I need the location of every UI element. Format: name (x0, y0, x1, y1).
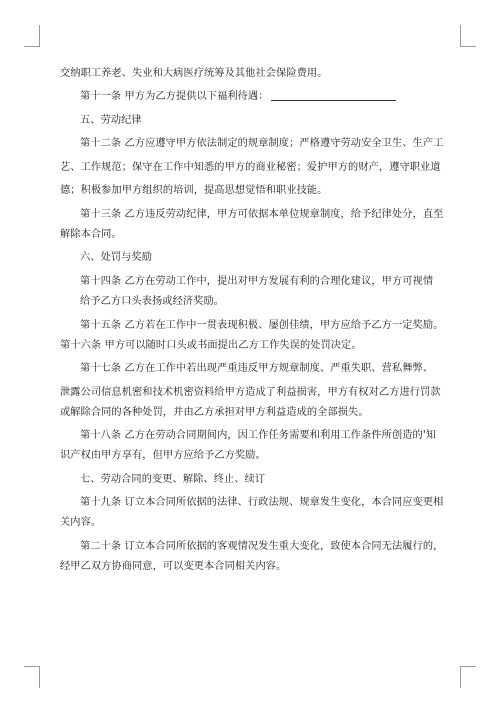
text-line-content: 第十三条 乙方违反劳动纪律，甲方可依据本单位规章制度，给予纪律处分，直至 (80, 208, 444, 220)
text-line-content: 解除本合同。 (60, 229, 122, 240)
text-line-content: 第二十条 订立本合同所依据的客观情况发生重大变化，致使本合同无法履行的， (80, 540, 444, 552)
text-line (60, 426, 450, 446)
text-line (60, 158, 450, 178)
text-line (60, 470, 450, 490)
crop-mark-bottom-right (460, 666, 461, 688)
text-line-content: 给予乙方口头表扬或经济奖励。 (80, 296, 225, 308)
text-line-content: 七、劳动合同的变更、解除、终止、续订 (80, 473, 266, 485)
text-line-content: 或解除合同的各种处罚，并由乙方承担对甲方利益造成的全部损失。 (60, 406, 369, 418)
text-line-content: 关内容。 (60, 517, 102, 529)
text-line-content: 第十八条 乙方在劳动合同期间内，因工作任务需要和利用工作条件所创造的'知 (80, 430, 437, 442)
crop-mark-top-left (39, 25, 40, 47)
fill-in-blank (271, 89, 396, 101)
text-line (60, 493, 450, 513)
text-line (60, 205, 450, 225)
text-line-content: 第十四条 乙方在劳动工作中，提出对甲方发展有利的合理化建议，甲方可视情 (80, 275, 434, 287)
text-line (60, 248, 450, 268)
text-line-content: 泄露公司信息机密和技术机密资料给甲方造成了利益损害，甲方有权对乙方进行罚款 (60, 386, 441, 398)
text-line (60, 181, 450, 201)
text-line-content: 艺、工作规范；保守在工作中知悉的甲方的商业秘密；爱护甲方的财产，遵守职业道 (60, 161, 441, 173)
text-line-content: 第十七条 乙方在工作中若出现严重违反甲方规章制度、严重失职、营私舞弊、 (80, 363, 434, 375)
text-line (60, 87, 450, 107)
text-line (60, 292, 450, 312)
text-line-content: 第十六条 甲方可以随时口头或书面提出乙方工作失误的处罚决定。 (60, 339, 362, 351)
text-line-content: 德；积极参加甲方组织的培训，提高思想觉悟和职业技能。 (60, 185, 328, 197)
text-line-content: 第十九条 订立本合同所依据的法律、行政法规、规章发生变化，本合同应变更相 (80, 497, 444, 509)
text-line-content: 识产权由甲方享有，但甲方应给予乙方奖励。 (60, 450, 266, 462)
text-line (60, 272, 450, 292)
text-line-content: 第十五条 乙方若在工作中一贯表现积极、屡创佳绩，甲方应给予乙方一定奖励。 (80, 319, 444, 331)
crop-mark-top-right (460, 25, 461, 47)
crop-mark-bottom-right (460, 666, 476, 667)
document-body (60, 64, 450, 577)
text-line (60, 446, 450, 466)
text-line-content: 第十一条 甲方为乙方提供以下福利待遇： (80, 91, 269, 103)
crop-mark-bottom-left (24, 666, 40, 667)
crop-mark-top-right (460, 46, 476, 47)
text-line (60, 134, 450, 154)
text-line (60, 403, 450, 423)
text-line (60, 513, 450, 533)
text-line (60, 225, 450, 245)
text-line (60, 383, 450, 403)
text-line (60, 111, 450, 131)
text-line-content: 第十二条 乙方应遵守甲方依法制定的规章制度；严格遵守劳动安全卫生、生产工 (80, 138, 444, 150)
text-line (60, 336, 450, 356)
text-line (60, 557, 450, 577)
text-line (60, 64, 450, 84)
text-line-content: 经甲乙双方协商同意，可以变更本合同相关内容。 (60, 560, 287, 572)
text-line-content: 六、处罚与奖励 (80, 252, 153, 264)
crop-mark-top-left (24, 46, 40, 47)
text-line (60, 359, 450, 379)
text-line-content: 交纳职工养老、失业和大病医疗统筹及其他社会保险费用。 (60, 68, 328, 79)
text-line (60, 537, 450, 557)
crop-mark-bottom-left (39, 666, 40, 688)
text-line-content: 五、劳动纪律 (80, 114, 142, 126)
text-line (60, 316, 450, 336)
